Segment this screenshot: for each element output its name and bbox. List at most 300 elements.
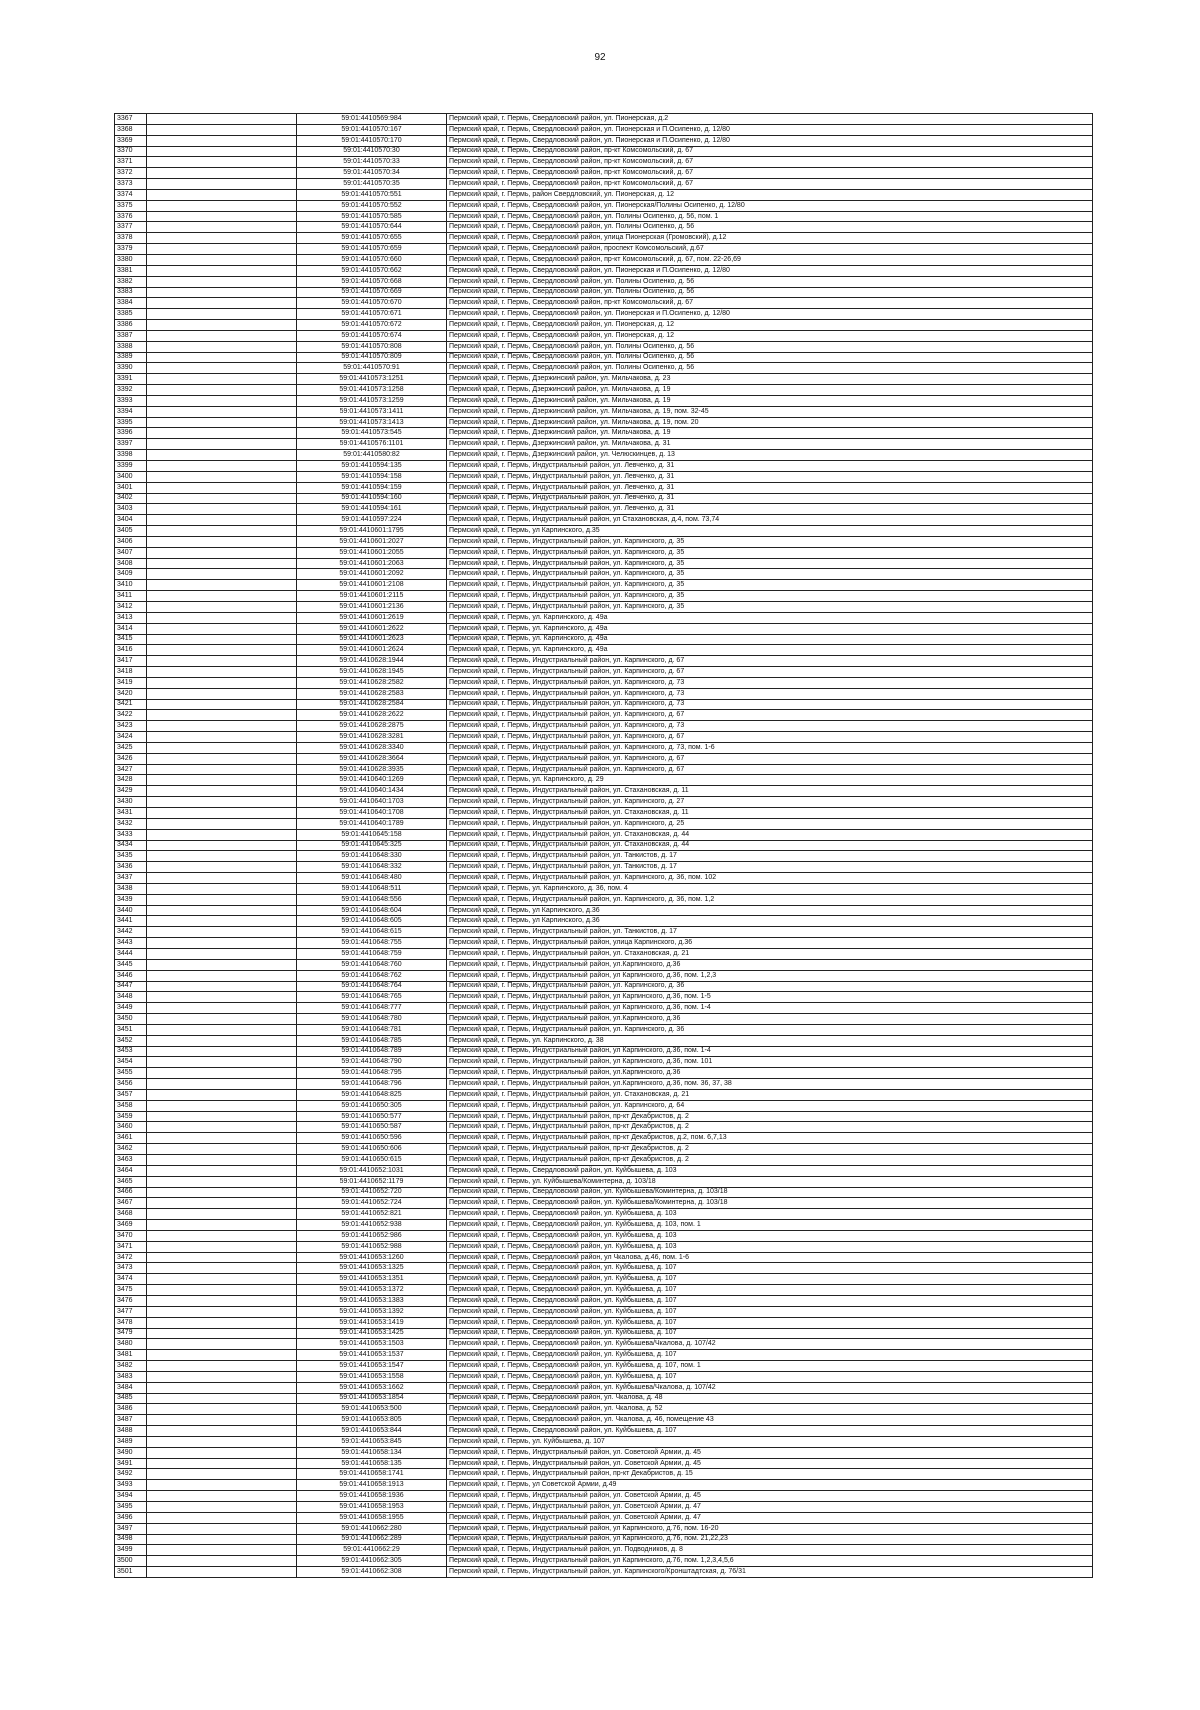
table-row — [115, 1057, 1093, 1068]
blank-cell — [147, 417, 297, 428]
blank-cell — [147, 1512, 297, 1523]
table-row — [115, 1339, 1093, 1350]
row-number-cell: 3435 — [115, 851, 147, 862]
address-cell: Пермский край, г. Пермь, Свердловский район, ул Чкалова, д.46, пом. 1-6 — [447, 1252, 1093, 1263]
cadastral-number-cell: 59:01:4410648:332 — [297, 862, 447, 873]
address-cell: Пермский край, г. Пермь, Свердловский район, ул. Полины Осипенко, д. 56, пом. 1 — [447, 211, 1093, 222]
table-row — [115, 1545, 1093, 1556]
table-row — [115, 309, 1093, 320]
cadastral-number-cell: 59:01:4410653:500 — [297, 1404, 447, 1415]
table-row — [115, 742, 1093, 753]
blank-cell — [147, 1046, 297, 1057]
address-cell: Пермский край, г. Пермь, Индустриальный район, пр-кт Декабристов, д. 2 — [447, 1122, 1093, 1133]
cadastral-number-cell: 59:01:4410652:720 — [297, 1187, 447, 1198]
cadastral-number-cell: 59:01:4410652:988 — [297, 1241, 447, 1252]
cadastral-number-cell: 59:01:4410601:2055 — [297, 547, 447, 558]
address-cell: Пермский край, г. Пермь, Индустриальный район, ул.Карпинского, д.36 — [447, 959, 1093, 970]
table-row — [115, 1165, 1093, 1176]
table-row — [115, 1241, 1093, 1252]
blank-cell — [147, 1133, 297, 1144]
blank-cell — [147, 938, 297, 949]
cadastral-number-cell: 59:01:4410601:2136 — [297, 601, 447, 612]
table-row — [115, 1263, 1093, 1274]
address-cell: Пермский край, г. Пермь, Свердловский район, ул. Чкалова, д. 46, помещение 43 — [447, 1415, 1093, 1426]
table-row — [115, 1502, 1093, 1513]
row-number-cell: 3396 — [115, 428, 147, 439]
address-cell: Пермский край, г. Пермь, Свердловский район, ул. Куйбышева, д. 103, пом. 1 — [447, 1220, 1093, 1231]
address-cell: Пермский край, г. Пермь, Дзержинский район, ул. Мильчакова, д. 23 — [447, 374, 1093, 385]
cadastral-number-cell: 59:01:4410648:605 — [297, 916, 447, 927]
table-row — [115, 1458, 1093, 1469]
address-cell: Пермский край, г. Пермь, ул. Карпинского, д. 49а — [447, 623, 1093, 634]
row-number-cell: 3369 — [115, 135, 147, 146]
address-cell: Пермский край, г. Пермь, Свердловский район, ул. Куйбышева, д. 107 — [447, 1285, 1093, 1296]
table-row — [115, 840, 1093, 851]
row-number-cell: 3377 — [115, 222, 147, 233]
cadastral-number-cell: 59:01:4410662:305 — [297, 1556, 447, 1567]
row-number-cell: 3475 — [115, 1285, 147, 1296]
cadastral-number-cell: 59:01:4410648:785 — [297, 1035, 447, 1046]
cadastral-number-cell: 59:01:4410570:659 — [297, 244, 447, 255]
address-cell: Пермский край, г. Пермь, Индустриальный район, ул. Стахановская, д. 21 — [447, 1089, 1093, 1100]
row-number-cell: 3442 — [115, 927, 147, 938]
address-cell: Пермский край, г. Пермь, Индустриальный район, ул. Карпинского, д. 67 — [447, 732, 1093, 743]
row-number-cell: 3418 — [115, 667, 147, 678]
table-row — [115, 764, 1093, 775]
table-row — [115, 320, 1093, 331]
blank-cell — [147, 1469, 297, 1480]
table-row — [115, 645, 1093, 656]
address-cell: Пермский край, г. Пермь, ул. Карпинского, д. 38 — [447, 1035, 1093, 1046]
table-row — [115, 818, 1093, 829]
blank-cell — [147, 1003, 297, 1014]
row-number-cell: 3425 — [115, 742, 147, 753]
table-row — [115, 948, 1093, 959]
row-number-cell: 3424 — [115, 732, 147, 743]
cadastral-number-cell: 59:01:4410573:1258 — [297, 385, 447, 396]
address-cell: Пермский край, г. Пермь, Свердловский район, ул. Полины Осипенко, д. 56 — [447, 276, 1093, 287]
row-number-cell: 3500 — [115, 1556, 147, 1567]
blank-cell — [147, 1295, 297, 1306]
cadastral-number-cell: 59:01:4410570:551 — [297, 189, 447, 200]
blank-cell — [147, 623, 297, 634]
row-number-cell: 3477 — [115, 1306, 147, 1317]
cadastral-number-cell: 59:01:4410662:29 — [297, 1545, 447, 1556]
cadastral-number-cell: 59:01:4410648:781 — [297, 1024, 447, 1035]
row-number-cell: 3429 — [115, 786, 147, 797]
blank-cell — [147, 1198, 297, 1209]
cadastral-number-cell: 59:01:4410569:984 — [297, 114, 447, 125]
cadastral-number-cell: 59:01:4410658:135 — [297, 1458, 447, 1469]
address-cell: Пермский край, г. Пермь, Индустриальный район, ул Карпинского, д.36, пом. 1,2,3 — [447, 970, 1093, 981]
row-number-cell: 3370 — [115, 146, 147, 157]
table-row — [115, 591, 1093, 602]
blank-cell — [147, 1252, 297, 1263]
row-number-cell: 3494 — [115, 1491, 147, 1502]
blank-cell — [147, 569, 297, 580]
table-row — [115, 1133, 1093, 1144]
row-number-cell: 3457 — [115, 1089, 147, 1100]
address-cell: Пермский край, г. Пермь, Свердловский район, ул. Куйбышева, д. 107 — [447, 1350, 1093, 1361]
registry-table — [114, 113, 1093, 1578]
row-number-cell: 3493 — [115, 1480, 147, 1491]
blank-cell — [147, 634, 297, 645]
row-number-cell: 3461 — [115, 1133, 147, 1144]
row-number-cell: 3376 — [115, 211, 147, 222]
cadastral-number-cell: 59:01:4410652:986 — [297, 1230, 447, 1241]
cadastral-number-cell: 59:01:4410570:585 — [297, 211, 447, 222]
blank-cell — [147, 981, 297, 992]
blank-cell — [147, 287, 297, 298]
table-row — [115, 1415, 1093, 1426]
row-number-cell: 3389 — [115, 352, 147, 363]
cadastral-number-cell: 59:01:4410570:644 — [297, 222, 447, 233]
address-cell: Пермский край, г. Пермь, Свердловский район, ул. Чкалова, д. 48 — [447, 1393, 1093, 1404]
address-cell: Пермский край, г. Пермь, ул Карпинского, д.36 — [447, 916, 1093, 927]
blank-cell — [147, 721, 297, 732]
blank-cell — [147, 395, 297, 406]
address-cell: Пермский край, г. Пермь, Свердловский район, ул. Пионерская и П.Осипенко, д. 12/80 — [447, 135, 1093, 146]
address-cell: Пермский край, г. Пермь, Индустриальный район, ул. Левченко, д. 31 — [447, 471, 1093, 482]
row-number-cell: 3455 — [115, 1068, 147, 1079]
cadastral-number-cell: 59:01:4410648:825 — [297, 1089, 447, 1100]
cadastral-number-cell: 59:01:4410570:33 — [297, 157, 447, 168]
row-number-cell: 3404 — [115, 515, 147, 526]
address-cell: Пермский край, г. Пермь, ул. Карпинского, д. 49а — [447, 645, 1093, 656]
row-number-cell: 3412 — [115, 601, 147, 612]
row-number-cell: 3428 — [115, 775, 147, 786]
table-row — [115, 189, 1093, 200]
cadastral-number-cell: 59:01:4410658:1955 — [297, 1512, 447, 1523]
cadastral-number-cell: 59:01:4410650:577 — [297, 1111, 447, 1122]
address-cell: Пермский край, г. Пермь, Свердловский район, пр-кт Комсомольский, д. 67 — [447, 146, 1093, 157]
address-cell: Пермский край, г. Пермь, Свердловский район, ул. Куйбышева/Коминтерна, д. 103/18 — [447, 1198, 1093, 1209]
address-cell: Пермский край, г. Пермь, Свердловский район, ул. Полины Осипенко, д. 56 — [447, 363, 1093, 374]
row-number-cell: 3434 — [115, 840, 147, 851]
address-cell: Пермский край, г. Пермь, ул Карпинского, д.35 — [447, 526, 1093, 537]
table-row — [115, 1176, 1093, 1187]
address-cell: Пермский край, г. Пермь, Индустриальный район, ул. Карпинского, д. 73 — [447, 699, 1093, 710]
row-number-cell: 3371 — [115, 157, 147, 168]
cadastral-number-cell: 59:01:4410648:790 — [297, 1057, 447, 1068]
cadastral-number-cell: 59:01:4410640:1708 — [297, 808, 447, 819]
row-number-cell: 3379 — [115, 244, 147, 255]
blank-cell — [147, 406, 297, 417]
table-row — [115, 330, 1093, 341]
blank-cell — [147, 808, 297, 819]
row-number-cell: 3483 — [115, 1371, 147, 1382]
address-cell: Пермский край, г. Пермь, Индустриальный район, пр-кт Декабристов, д. 2 — [447, 1155, 1093, 1166]
cadastral-number-cell: 59:01:4410653:1351 — [297, 1274, 447, 1285]
blank-cell — [147, 699, 297, 710]
address-cell: Пермский край, г. Пермь, Индустриальный район, ул. Советской Армии, д. 47 — [447, 1512, 1093, 1523]
cadastral-number-cell: 59:01:4410601:1795 — [297, 526, 447, 537]
blank-cell — [147, 1230, 297, 1241]
cadastral-number-cell: 59:01:4410652:1031 — [297, 1165, 447, 1176]
cadastral-number-cell: 59:01:4410648:480 — [297, 873, 447, 884]
row-number-cell: 3419 — [115, 677, 147, 688]
table-row — [115, 710, 1093, 721]
cadastral-number-cell: 59:01:4410601:2063 — [297, 558, 447, 569]
row-number-cell: 3382 — [115, 276, 147, 287]
cadastral-number-cell: 59:01:4410658:1936 — [297, 1491, 447, 1502]
blank-cell — [147, 179, 297, 190]
row-number-cell: 3459 — [115, 1111, 147, 1122]
address-cell: Пермский край, г. Пермь, Индустриальный район, ул. Карпинского, д. 73 — [447, 688, 1093, 699]
cadastral-number-cell: 59:01:4410650:606 — [297, 1144, 447, 1155]
blank-cell — [147, 742, 297, 753]
table-row — [115, 352, 1093, 363]
table-row — [115, 797, 1093, 808]
blank-cell — [147, 320, 297, 331]
table-row — [115, 916, 1093, 927]
cadastral-number-cell: 59:01:4410573:1411 — [297, 406, 447, 417]
table-row — [115, 1306, 1093, 1317]
blank-cell — [147, 1165, 297, 1176]
blank-cell — [147, 1068, 297, 1079]
table-row — [115, 504, 1093, 515]
row-number-cell: 3468 — [115, 1209, 147, 1220]
row-number-cell: 3486 — [115, 1404, 147, 1415]
cadastral-number-cell: 59:01:4410640:1703 — [297, 797, 447, 808]
row-number-cell: 3433 — [115, 829, 147, 840]
address-cell: Пермский край, г. Пермь, Индустриальный район, ул. Карпинского, д. 67 — [447, 764, 1093, 775]
row-number-cell: 3374 — [115, 189, 147, 200]
cadastral-number-cell: 59:01:4410628:2875 — [297, 721, 447, 732]
cadastral-number-cell: 59:01:4410648:755 — [297, 938, 447, 949]
address-cell: Пермский край, г. Пермь, Индустриальный район, ул.Карпинского, д.36, пом. 36, 37, 38 — [447, 1079, 1093, 1090]
cadastral-number-cell: 59:01:4410653:1662 — [297, 1382, 447, 1393]
blank-cell — [147, 114, 297, 125]
blank-cell — [147, 1447, 297, 1458]
row-number-cell: 3460 — [115, 1122, 147, 1133]
table-row — [115, 569, 1093, 580]
row-number-cell: 3474 — [115, 1274, 147, 1285]
table-row — [115, 634, 1093, 645]
cadastral-number-cell: 59:01:4410648:604 — [297, 905, 447, 916]
blank-cell — [147, 363, 297, 374]
blank-cell — [147, 547, 297, 558]
address-cell: Пермский край, г. Пермь, Индустриальный район, ул.Карпинского, д.36 — [447, 1014, 1093, 1025]
row-number-cell: 3414 — [115, 623, 147, 634]
address-cell: Пермский край, г. Пермь, Индустриальный район, ул. Карпинского, д. 27 — [447, 797, 1093, 808]
cadastral-number-cell: 59:01:4410570:34 — [297, 168, 447, 179]
row-number-cell: 3490 — [115, 1447, 147, 1458]
blank-cell — [147, 168, 297, 179]
table-row — [115, 471, 1093, 482]
table-row — [115, 265, 1093, 276]
address-cell: Пермский край, г. Пермь, Свердловский район, ул. Куйбышева/Чкалова, д. 107/42 — [447, 1339, 1093, 1350]
blank-cell — [147, 1176, 297, 1187]
address-cell: Пермский край, г. Пермь, Свердловский район, пр-кт Комсомольский, д. 67 — [447, 179, 1093, 190]
cadastral-number-cell: 59:01:4410628:1944 — [297, 656, 447, 667]
blank-cell — [147, 1328, 297, 1339]
cadastral-number-cell: 59:01:4410573:1259 — [297, 395, 447, 406]
table-row — [115, 1382, 1093, 1393]
cadastral-number-cell: 59:01:4410594:161 — [297, 504, 447, 515]
blank-cell — [147, 200, 297, 211]
cadastral-number-cell: 59:01:4410653:1372 — [297, 1285, 447, 1296]
blank-cell — [147, 645, 297, 656]
address-cell: Пермский край, г. Пермь, Свердловский район, ул. Куйбышева, д. 103 — [447, 1230, 1093, 1241]
cadastral-number-cell: 59:01:4410650:305 — [297, 1100, 447, 1111]
blank-cell — [147, 927, 297, 938]
table-row — [115, 981, 1093, 992]
address-cell: Пермский край, г. Пермь, Свердловский район, ул. Полины Осипенко, д. 56 — [447, 287, 1093, 298]
row-number-cell: 3438 — [115, 883, 147, 894]
blank-cell — [147, 471, 297, 482]
address-cell: Пермский край, г. Пермь, Индустриальный район, пр-кт Декабристов, д. 15 — [447, 1469, 1093, 1480]
cadastral-number-cell: 59:01:4410570:35 — [297, 179, 447, 190]
row-number-cell: 3385 — [115, 309, 147, 320]
address-cell: Пермский край, г. Пермь, Индустриальный район, ул. Подводников, д. 8 — [447, 1545, 1093, 1556]
blank-cell — [147, 1567, 297, 1578]
row-number-cell: 3444 — [115, 948, 147, 959]
row-number-cell: 3501 — [115, 1567, 147, 1578]
blank-cell — [147, 233, 297, 244]
row-number-cell: 3487 — [115, 1415, 147, 1426]
cadastral-number-cell: 59:01:4410601:2623 — [297, 634, 447, 645]
blank-cell — [147, 764, 297, 775]
row-number-cell: 3392 — [115, 385, 147, 396]
table-row — [115, 1295, 1093, 1306]
blank-cell — [147, 482, 297, 493]
cadastral-number-cell: 59:01:4410653:844 — [297, 1426, 447, 1437]
address-cell: Пермский край, г. Пермь, ул. Карпинского, д. 29 — [447, 775, 1093, 786]
cadastral-number-cell: 59:01:4410648:759 — [297, 948, 447, 959]
cadastral-number-cell: 59:01:4410570:668 — [297, 276, 447, 287]
row-number-cell: 3402 — [115, 493, 147, 504]
blank-cell — [147, 385, 297, 396]
blank-cell — [147, 450, 297, 461]
address-cell: Пермский край, г. Пермь, Дзержинский район, ул. Челюскинцев, д. 13 — [447, 450, 1093, 461]
address-cell: Пермский край, г. Пермь, Индустриальный район, ул Карпинского, д.76, пом. 21,22,23 — [447, 1534, 1093, 1545]
table-row — [115, 927, 1093, 938]
table-row — [115, 1274, 1093, 1285]
row-number-cell: 3384 — [115, 298, 147, 309]
blank-cell — [147, 873, 297, 884]
table-row — [115, 775, 1093, 786]
cadastral-number-cell: 59:01:4410570:674 — [297, 330, 447, 341]
table-row — [115, 363, 1093, 374]
row-number-cell: 3420 — [115, 688, 147, 699]
blank-cell — [147, 1100, 297, 1111]
address-cell: Пермский край, г. Пермь, Индустриальный район, ул. Карпинского, д. 73 — [447, 677, 1093, 688]
table-row — [115, 1220, 1093, 1231]
table-row — [115, 786, 1093, 797]
row-number-cell: 3372 — [115, 168, 147, 179]
address-cell: Пермский край, г. Пермь, Индустриальный район, ул. Стахановская, д. 21 — [447, 948, 1093, 959]
table-row — [115, 1556, 1093, 1567]
address-cell: Пермский край, г. Пермь, Свердловский район, проспект Комсомольский, д.67 — [447, 244, 1093, 255]
row-number-cell: 3484 — [115, 1382, 147, 1393]
address-cell: Пермский край, г. Пермь, ул. Карпинского, д. 49а — [447, 634, 1093, 645]
cadastral-number-cell: 59:01:4410645:158 — [297, 829, 447, 840]
blank-cell — [147, 786, 297, 797]
blank-cell — [147, 157, 297, 168]
blank-cell — [147, 135, 297, 146]
table-row — [115, 1436, 1093, 1447]
table-row — [115, 1285, 1093, 1296]
cadastral-number-cell: 59:01:4410648:789 — [297, 1046, 447, 1057]
cadastral-number-cell: 59:01:4410601:2624 — [297, 645, 447, 656]
table-row — [115, 1089, 1093, 1100]
cadastral-number-cell: 59:01:4410653:1537 — [297, 1350, 447, 1361]
cadastral-number-cell: 59:01:4410653:845 — [297, 1436, 447, 1447]
table-row — [115, 244, 1093, 255]
table-row — [115, 146, 1093, 157]
row-number-cell: 3492 — [115, 1469, 147, 1480]
cadastral-number-cell: 59:01:4410570:662 — [297, 265, 447, 276]
cadastral-number-cell: 59:01:4410570:170 — [297, 135, 447, 146]
blank-cell — [147, 894, 297, 905]
row-number-cell: 3473 — [115, 1263, 147, 1274]
table-row — [115, 829, 1093, 840]
row-number-cell: 3416 — [115, 645, 147, 656]
row-number-cell: 3448 — [115, 992, 147, 1003]
table-row — [115, 374, 1093, 385]
cadastral-number-cell: 59:01:4410601:2108 — [297, 580, 447, 591]
address-cell: Пермский край, г. Пермь, Индустриальный район, ул. Карпинского, д. 35 — [447, 601, 1093, 612]
table-row — [115, 1512, 1093, 1523]
table-row — [115, 439, 1093, 450]
table-row — [115, 623, 1093, 634]
blank-cell — [147, 732, 297, 743]
row-number-cell: 3464 — [115, 1165, 147, 1176]
blank-cell — [147, 265, 297, 276]
blank-cell — [147, 612, 297, 623]
cadastral-number-cell: 59:01:4410570:671 — [297, 309, 447, 320]
table-row — [115, 1469, 1093, 1480]
cadastral-number-cell: 59:01:4410653:1325 — [297, 1263, 447, 1274]
address-cell: Пермский край, г. Пермь, Индустриальный район, ул. Танкистов, д. 17 — [447, 927, 1093, 938]
table-row — [115, 179, 1093, 190]
address-cell: Пермский край, г. Пермь, Дзержинский район, ул. Мильчакова, д. 31 — [447, 439, 1093, 450]
cadastral-number-cell: 59:01:4410597:224 — [297, 515, 447, 526]
row-number-cell: 3409 — [115, 569, 147, 580]
address-cell: Пермский край, г. Пермь, Индустриальный район, ул. Карпинского, д. 35 — [447, 536, 1093, 547]
address-cell: Пермский край, г. Пермь, Свердловский район, ул. Пионерская, д. 12 — [447, 320, 1093, 331]
row-number-cell: 3489 — [115, 1436, 147, 1447]
address-cell: Пермский край, г. Пермь, Индустриальный район, ул Карпинского, д.36, пом. 1-4 — [447, 1003, 1093, 1014]
cadastral-number-cell: 59:01:4410573:1251 — [297, 374, 447, 385]
table-row — [115, 667, 1093, 678]
table-row — [115, 1491, 1093, 1502]
row-number-cell: 3482 — [115, 1361, 147, 1372]
row-number-cell: 3467 — [115, 1198, 147, 1209]
row-number-cell: 3443 — [115, 938, 147, 949]
address-cell: Пермский край, г. Пермь, Индустриальный район, ул. Левченко, д. 31 — [447, 504, 1093, 515]
address-cell: Пермский край, г. Пермь, Индустриальный район, ул. Советской Армии, д. 47 — [447, 1502, 1093, 1513]
blank-cell — [147, 829, 297, 840]
row-number-cell: 3413 — [115, 612, 147, 623]
cadastral-number-cell: 59:01:4410658:134 — [297, 1447, 447, 1458]
address-cell: Пермский край, г. Пермь, Свердловский район, ул. Чкалова, д. 52 — [447, 1404, 1093, 1415]
address-cell: Пермский край, г. Пермь, Индустриальный район, ул. Карпинского, д. 36 — [447, 1024, 1093, 1035]
row-number-cell: 3401 — [115, 482, 147, 493]
table-row — [115, 580, 1093, 591]
address-cell: Пермский край, г. Пермь, Индустриальный район, ул. Карпинского, д. 67 — [447, 667, 1093, 678]
cadastral-number-cell: 59:01:4410570:660 — [297, 254, 447, 265]
row-number-cell: 3498 — [115, 1534, 147, 1545]
table-row — [115, 883, 1093, 894]
address-cell: Пермский край, г. Пермь, ул. Куйбышева/Коминтерна, д. 103/18 — [447, 1176, 1093, 1187]
address-cell: Пермский край, г. Пермь, Индустриальный район, ул. Карпинского, д. 35 — [447, 569, 1093, 580]
address-cell: Пермский край, г. Пермь, Индустриальный район, ул. Стахановская, д. 44 — [447, 829, 1093, 840]
cadastral-number-cell: 59:01:4410570:672 — [297, 320, 447, 331]
row-number-cell: 3411 — [115, 591, 147, 602]
blank-cell — [147, 1534, 297, 1545]
